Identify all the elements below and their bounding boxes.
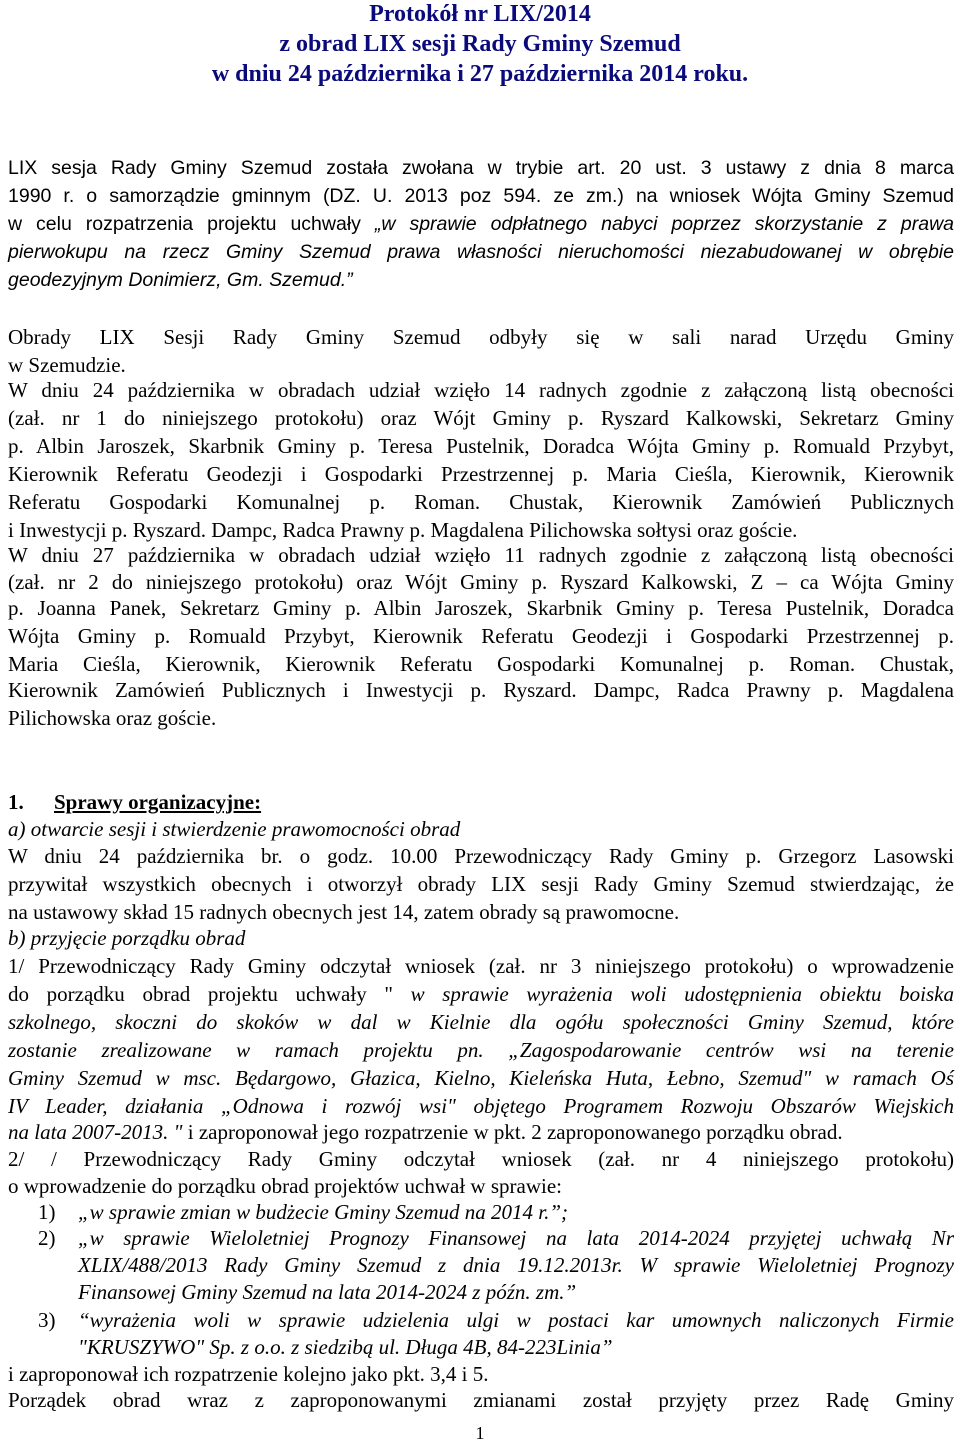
list-number: 2): [38, 1226, 56, 1250]
agenda-motion2-line: o wprowadzenie do porządku obrad projektów uchwał w sprawie:: [8, 1174, 562, 1198]
venue-line: Obrady LIX Sesji Rady Gminy Szemud odbyły się w sali narad Urzędu Gminy: [8, 325, 954, 349]
attendance-oct24-line: Kierownik Referatu Geodezji i Gospodarki Przestrzennej p. Maria Cieśla, Kierownik, Kierownik: [8, 462, 954, 486]
opening-line: W dniu 24 października br. o godz. 10.00 Przewodniczący Rady Gminy p. Grzegorz Lasowski: [8, 844, 954, 868]
intro-italic: „w sprawie odpłatnego nabyci poprzez skorzystanie z prawa: [374, 213, 954, 235]
attendance-oct27-line: Wójta Gminy p. Romuald Przybyt, Kierownik Referatu Geodezji i Gospodarki Przestrzennej p.: [8, 624, 954, 648]
opening-line: na ustawowy skład 15 radnych obecnych jest 14, zatem obrady są prawomocne.: [8, 900, 680, 924]
session-date-title: w dniu 24 października i 27 października 2014 roku.: [211, 61, 749, 87]
agenda-motion-line: [8, 1118, 954, 1146]
intro-line: LIX sesja Rady Gminy Szemud została zwołana w trybie art. 20 ust. 3 ustawy z dnia 8 marca: [8, 157, 954, 179]
intro-line: 1990 r. o samorządzie gminnym (DZ. U. 2013 poz 594. ze zm.) na wniosek Wójta Gminy Szemud: [8, 185, 954, 207]
section-number: 1.: [8, 790, 24, 814]
attendance-oct27-line: Maria Cieśla, Kierownik, Kierownik Referatu Gospodarki Komunalnej p. Roman. Chustak,: [8, 652, 954, 676]
attendance-oct27-line: W dniu 27 października w obradach udział wzięło 11 radnych zgodnie z załączoną listą obecności: [8, 543, 954, 567]
intro-plain: w celu rozpatrzenia projektu uchwały: [8, 213, 375, 235]
venue-line: w Szemudzie.: [8, 353, 126, 377]
agenda-motion-italic: w sprawie wyrażenia woli udostępnienia obiektu boiska: [410, 982, 954, 1006]
agenda-motion-line: 1/ Przewodniczący Rady Gminy odczytał wniosek (zał. nr 3 niniejszego protokołu) o wprowadzenie: [8, 954, 954, 978]
subsection-a-heading: a) otwarcie sesji i stwierdzenie prawomocności obrad: [8, 817, 461, 841]
page-number: 1: [475, 1423, 485, 1443]
attendance-oct24-line: W dniu 24 października w obradach udział wzięło 14 radnych zgodnie z załączoną listą obecności: [8, 378, 954, 402]
subsection-b-heading: b) przyjęcie porządku obrad: [8, 926, 246, 950]
list-number: 3): [38, 1308, 56, 1332]
after-list-line: i zaproponował ich rozpatrzenie kolejno jako pkt. 3,4 i 5.: [8, 1362, 489, 1386]
list-item-line: XLIX/488/2013 Rady Gminy Szemud z dnia 19.12.2013r. W sprawie Wieloletniej Prognozy: [78, 1253, 954, 1277]
attendance-oct24-line: Referatu Gospodarki Komunalnej p. Roman. Chustak, Kierownik Zamówień Publicznych: [8, 490, 954, 514]
attendance-oct24-line: p. Albin Jaroszek, Skarbnik Gminy p. Teresa Pustelnik, Doradca Wójta Gminy p. Romuald Przybyt,: [8, 434, 954, 458]
agenda-motion-line: zostanie zrealizowane w ramach projektu pn. „Zagospodarowanie centrów wsi na terenie: [8, 1038, 954, 1062]
list-item-line: Finansowej Gminy Szemud na lata 2014-2024 z późn. zm.”: [78, 1280, 577, 1304]
agenda-motion-line: [8, 980, 954, 1008]
agenda-motion2-line: 2/ / Przewodniczący Rady Gminy odczytał wniosek (zał. nr 4 niniejszego protokołu): [8, 1147, 954, 1171]
attendance-oct24-line: (zał. nr 1 do niniejszego protokołu) oraz Wójt Gminy p. Ryszard Kalkowski, Sekretarz Gminy: [8, 406, 954, 430]
list-item-line: "KRUSZYWO" Sp. z o.o. z siedzibą ul. Długa 4B, 84-223Linia”: [78, 1335, 613, 1359]
opening-line: przywitał wszystkich obecnych i otworzył obrady LIX sesji Rady Gminy Szemud stwierdzając, że: [8, 872, 954, 896]
attendance-oct24-line: i Inwestycji p. Ryszard. Dampc, Radca Prawny p. Magdalena Pilichowska sołtysi oraz goście.: [8, 518, 798, 542]
list-item-line: „w sprawie zmian w budżecie Gminy Szemud na 2014 r.”;: [78, 1200, 569, 1224]
attendance-oct27-line: Pilichowska oraz goście.: [8, 706, 217, 730]
final-line: Porządek obrad wraz z zaproponowanymi zmianami został przyjęty przez Radę Gminy: [8, 1388, 954, 1412]
session-title: z obrad LIX sesji Rady Gminy Szemud: [279, 31, 681, 57]
list-number: 1): [38, 1200, 56, 1224]
agenda-motion-line: IV Leader, działania „Odnowa i rozwój wsi" objętego Programem Rozwoju Obszarów Wiejskich: [8, 1094, 954, 1118]
intro-line: pierwokupu na rzecz Gminy Szemud prawa własności nieruchomości niezabudowanej w obrębie: [8, 241, 954, 263]
agenda-motion-italic: na lata 2007-2013. ": [8, 1120, 183, 1144]
attendance-oct27-line: p. Joanna Panek, Sekretarz Gminy p. Albin Jaroszek, Skarbnik Gminy p. Teresa Pustelnik, Doradca: [8, 596, 954, 620]
protocol-title: Protokół nr LIX/2014: [369, 1, 591, 27]
agenda-motion-line: Gminy Szemud w msc. Będargowo, Głazica, Kielno, Kieleńska Huta, Łebno, Szemud" w ramach Oś: [8, 1066, 954, 1090]
agenda-motion-plain: i zaproponował jego rozpatrzenie w pkt. 2 zaproponowanego porządku obrad.: [182, 1120, 843, 1144]
intro-line: geodezyjnym Donimierz, Gm. Szemud.”: [8, 269, 353, 291]
section-title: Sprawy organizacyjne:: [54, 790, 262, 814]
list-item-line: “wyrażenia woli w sprawie udzielenia ulgi w postaci kar umownych naliczonych Firmie: [78, 1308, 954, 1332]
attendance-oct27-line: (zał. nr 2 do niniejszego protokołu) oraz Wójt Gminy p. Ryszard Kalkowski, Z – ca Wójta Gminy: [8, 570, 954, 594]
attendance-oct27-line: Kierownik Zamówień Publicznych i Inwestycji p. Ryszard. Dampc, Radca Prawny p. Magdalena: [8, 678, 954, 702]
agenda-motion-plain: do porządku obrad projektu uchwały ": [8, 982, 411, 1006]
agenda-motion-line: szkolnego, skoczni do skoków w dal w Kielnie dla ogółu społeczności Gminy Szemud, które: [8, 1010, 954, 1034]
list-item-line: „w sprawie Wieloletniej Prognozy Finansowej na lata 2014-2024 przyjętej uchwałą Nr: [78, 1226, 954, 1250]
section-heading: [8, 788, 261, 816]
intro-line: [8, 210, 954, 239]
